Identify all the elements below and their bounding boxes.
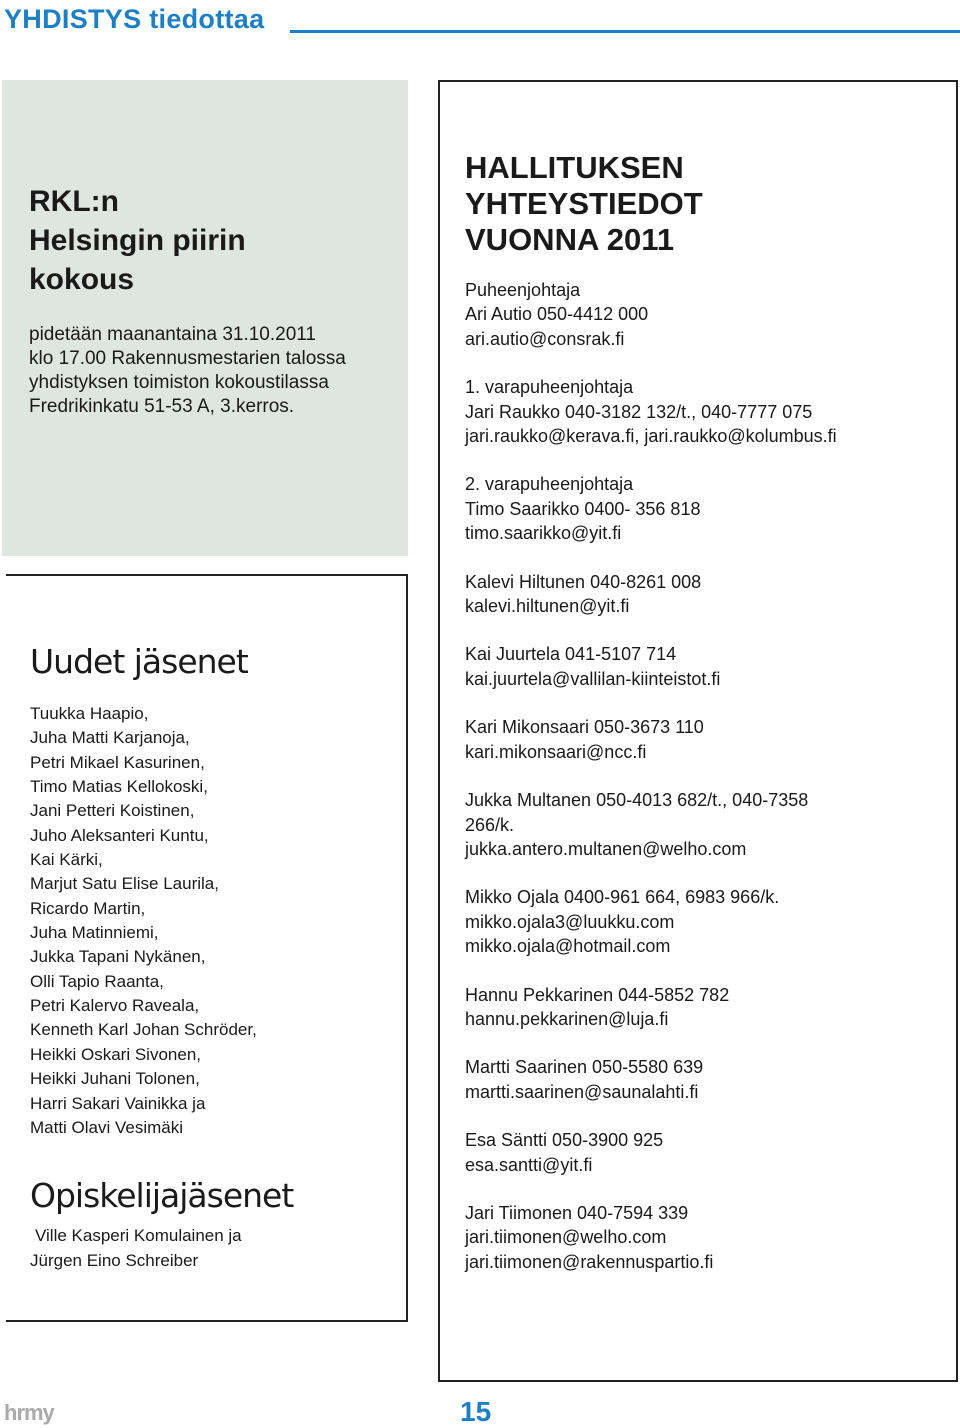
new-members-box: [6, 574, 408, 1322]
contact-line: Jari Raukko 040-3182 132/t., 040-7777 075: [465, 401, 813, 422]
member-name: Timo Matias Kellokoski,: [30, 777, 208, 797]
member-name: Jani Petteri Koistinen,: [30, 801, 195, 821]
contact-line: Kai Juurtela 041-5107 714: [465, 644, 677, 665]
meeting-title-line: RKL:n: [29, 185, 119, 218]
meeting-title: [29, 182, 382, 299]
meeting-detail-line: pidetään maanantaina 31.10.2011: [29, 324, 317, 345]
page-number: 15: [460, 1396, 492, 1427]
contact-entry: [465, 472, 946, 545]
member-name: Matti Olavi Vesimäki: [30, 1117, 184, 1137]
meeting-detail-line: Fredrikinkatu 51-53 A, 3.kerros.: [29, 396, 295, 417]
masthead-rule: [290, 30, 960, 33]
member-name: Petri Mikael Kasurinen,: [30, 752, 205, 772]
meeting-title-line: kokous: [29, 263, 135, 296]
contact-line: hannu.pekkarinen@luja.fi: [465, 1008, 669, 1029]
member-name: Jukka Tapani Nykänen,: [30, 947, 206, 967]
contact-entry: [465, 885, 946, 958]
contact-line: 1. varapuheenjohtaja: [465, 377, 634, 398]
board-contacts-box: [438, 80, 958, 1382]
new-members-list: [30, 702, 406, 1140]
contact-entry: [465, 788, 946, 861]
meeting-details: [29, 323, 382, 419]
meeting-notice: [2, 80, 408, 556]
contact-line: martti.saarinen@saunalahti.fi: [465, 1081, 699, 1102]
contact-line: 2. varapuheenjohtaja: [465, 474, 634, 495]
contact-entry: [465, 570, 946, 619]
contact-entry: [465, 715, 946, 764]
student-members-list: [30, 1224, 406, 1273]
contact-line: jari.raukko@kerava.fi, jari.raukko@kolumbus.fi: [465, 426, 837, 447]
student-name: Jürgen Eino Schreiber: [30, 1250, 199, 1270]
member-name: Juho Aleksanteri Kuntu,: [30, 825, 209, 845]
contact-line: Kari Mikonsaari 050-3673 110: [465, 717, 704, 738]
contact-entry: [465, 278, 946, 351]
contact-line: Martti Saarinen 050-5580 639: [465, 1057, 704, 1078]
contact-line: Esa Säntti 050-3900 925: [465, 1130, 664, 1151]
contact-entry: [465, 1055, 946, 1104]
contact-line: Hannu Pekkarinen 044-5852 782: [465, 984, 730, 1005]
contact-line: mikko.ojala3@luukku.com: [465, 911, 675, 932]
board-title-line: YHTEYSTIEDOT: [465, 186, 703, 221]
masthead-title: YHDISTYS tiedottaa: [4, 4, 265, 34]
member-name: Tuukka Haapio,: [30, 704, 149, 723]
contact-line: jari.tiimonen@rakennuspartio.fi: [465, 1251, 714, 1272]
member-name: Juha Matti Karjanoja,: [30, 728, 190, 748]
contact-line: 266/k.: [465, 814, 515, 835]
member-name: Heikki Oskari Sivonen,: [30, 1044, 202, 1064]
contact-line: kai.juurtela@vallilan-kiinteistot.fi: [465, 668, 721, 689]
meeting-title-line: Helsingin piirin: [29, 224, 246, 257]
contact-line: Kalevi Hiltunen 040-8261 008: [465, 571, 702, 592]
contact-line: Ari Autio 050-4412 000: [465, 304, 649, 325]
contact-line: esa.santti@yit.fi: [465, 1154, 593, 1175]
member-name: Kai Kärki,: [30, 850, 103, 870]
contact-entry: [465, 1128, 946, 1177]
contact-line: Timo Saarikko 0400- 356 818: [465, 498, 701, 519]
contact-line: kari.mikonsaari@ncc.fi: [465, 741, 647, 762]
member-name: Petri Kalervo Raveala,: [30, 996, 200, 1016]
meeting-detail-line: klo 17.00 Rakennusmestarien talossa: [29, 348, 346, 369]
contact-line: ari.autio@consrak.fi: [465, 328, 625, 349]
contact-entry: [465, 375, 946, 448]
contact-line: mikko.ojala@hotmail.com: [465, 936, 671, 957]
member-name: Heikki Juhani Tolonen,: [30, 1069, 200, 1089]
member-name: Harri Sakari Vainikka ja: [30, 1093, 206, 1113]
contact-line: timo.saarikko@yit.fi: [465, 523, 622, 544]
footer-logo: hrmy: [4, 1400, 54, 1425]
new-members-heading: Uudet jäsenet: [30, 642, 248, 681]
contact-entry: [465, 642, 946, 691]
contact-line: Jukka Multanen 050-4013 682/t., 040-7358: [465, 790, 809, 811]
board-contacts-list: [465, 278, 946, 1274]
contact-line: Jari Tiimonen 040-7594 339: [465, 1202, 689, 1223]
contact-entry: [465, 983, 946, 1032]
board-title-line: VUONNA 2011: [465, 222, 675, 257]
member-name: Kenneth Karl Johan Schröder,: [30, 1020, 257, 1040]
student-name: Ville Kasperi Komulainen ja: [35, 1226, 242, 1246]
contact-entry: [465, 1201, 946, 1274]
contact-line: Puheenjohtaja: [465, 280, 581, 300]
meeting-detail-line: yhdistyksen toimiston kokoustilassa: [29, 372, 329, 393]
board-contacts-title: [465, 150, 946, 258]
student-members-heading: Opiskelijajäsenet: [30, 1176, 294, 1216]
member-name: Olli Tapio Raanta,: [30, 971, 164, 991]
member-name: Marjut Satu Elise Laurila,: [30, 874, 219, 894]
contact-line: jukka.antero.multanen@welho.com: [465, 838, 747, 859]
contact-line: kalevi.hiltunen@yit.fi: [465, 596, 630, 617]
member-name: Ricardo Martin,: [30, 898, 146, 918]
board-title-line: HALLITUKSEN: [465, 150, 684, 185]
masthead: [0, 0, 960, 38]
contact-line: jari.tiimonen@welho.com: [465, 1227, 667, 1248]
member-name: Juha Matinniemi,: [30, 923, 159, 943]
contact-line: Mikko Ojala 0400-961 664, 6983 966/k.: [465, 887, 780, 908]
